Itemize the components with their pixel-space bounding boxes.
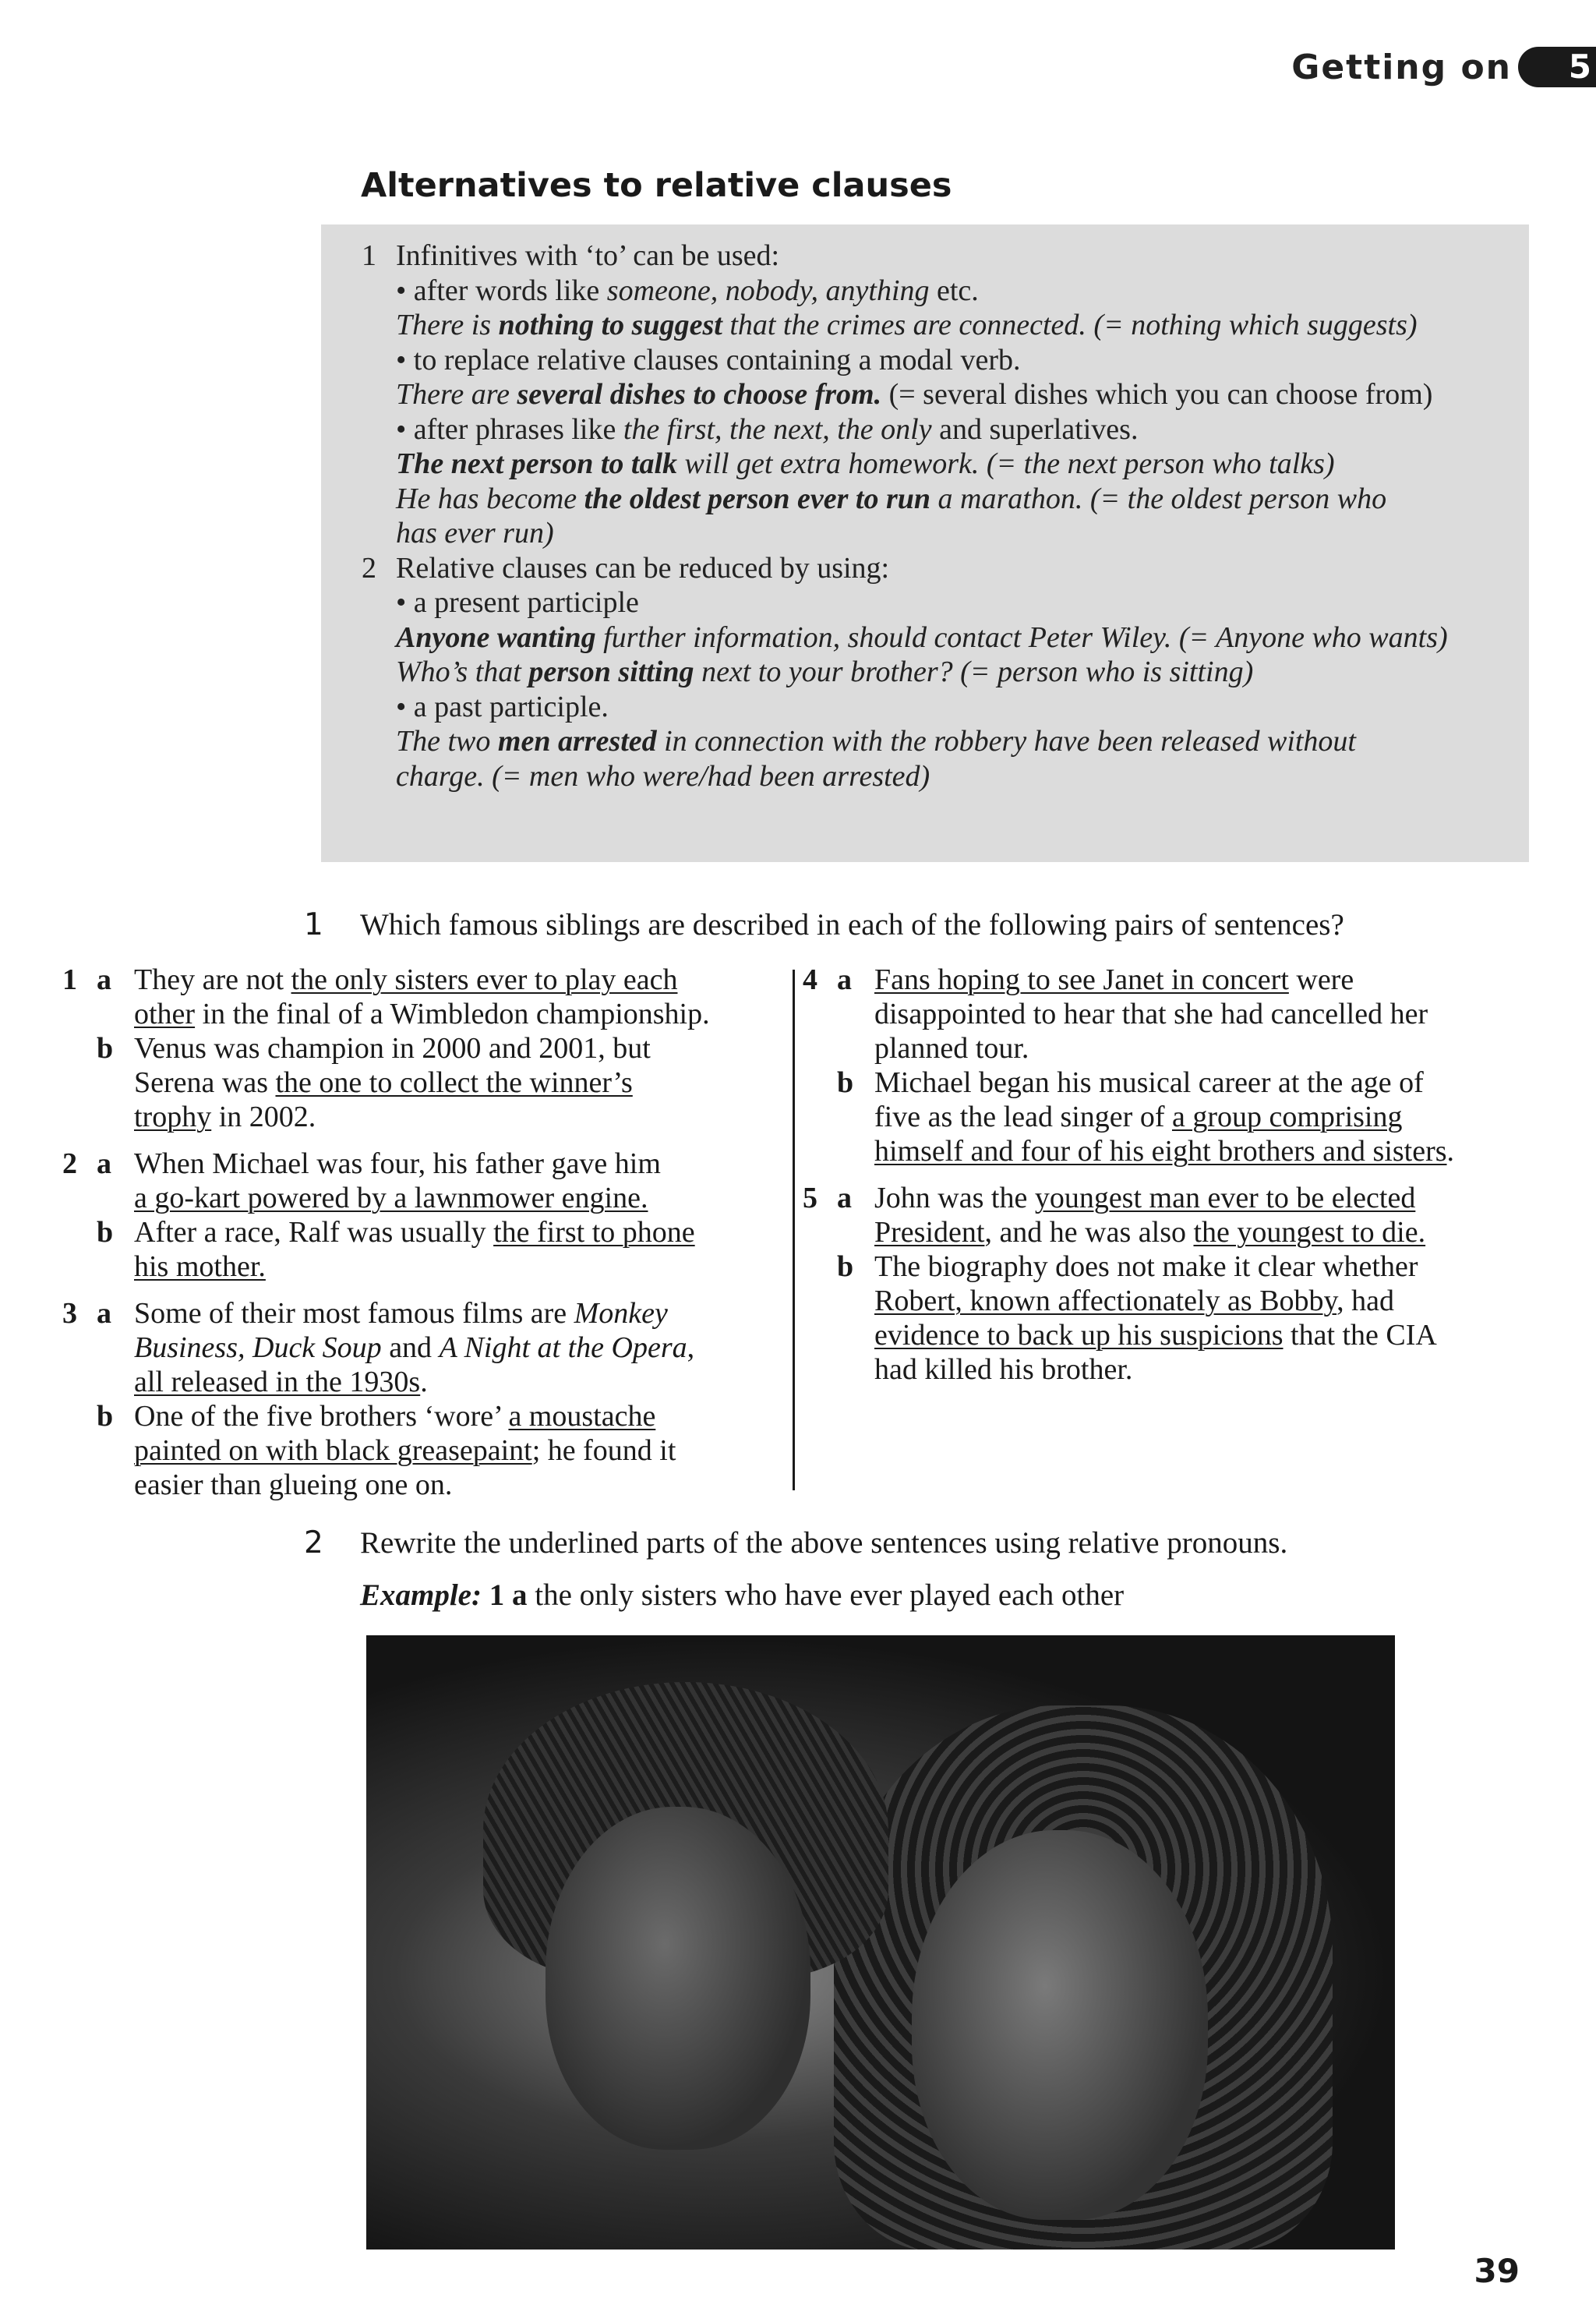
left-column (62, 963, 779, 1502)
list-item: b After a race, Ralf was usually the first to phone his mother. (97, 1216, 695, 1283)
list-item: 4 a Fans hoping to see Janet in concert were disappointed to hear that she had cancelled her planned tour. (803, 963, 1428, 1065)
list-item: 5 a John was the youngest man ever to be elected President, and he was also the youngest to die. (803, 1182, 1426, 1249)
grammar-example: Anyone wanting further information, should contact Peter Wiley. (= Anyone who wants) (396, 620, 1448, 654)
grammar-bullet: • a past participle. (396, 690, 609, 723)
photo-shape (912, 1830, 1208, 2220)
grammar-example: He has become the oldest person ever to run a marathon. (= the oldest person who (396, 482, 1387, 515)
list-item: 3 a Some of their most famous films are Monkey Business, Duck Soup and A Night at the Opera, all released in the 1930s. (62, 1297, 695, 1398)
exercise-2-example: Example: 1 a the only sisters who have ever played each other (360, 1578, 1125, 1612)
grammar-example: Who’s that person sitting next to your brother? (= person who is sitting) (396, 656, 1254, 688)
grammar-point-2: 2 Relative clauses can be reduced by using: (362, 551, 890, 585)
right-column (803, 963, 1535, 1387)
list-item: 1 a They are not the only sisters ever to play each other in the final of a Wimbledon championship. (62, 963, 710, 1030)
grammar-bullet: • after phrases like the first, the next, the only and superlatives. (396, 412, 1139, 446)
grammar-example: The two men arrested in connection with the robbery have been released without (396, 725, 1356, 758)
exercise-1-instruction: 1 Which famous siblings are described in each of the following pairs of sentences? (304, 907, 1344, 942)
photo-sisters (366, 1635, 1395, 2250)
list-item: b One of the five brothers ‘wore’ a moustache painted on with black greasepaint; he found it easier than glueing one on. (97, 1400, 676, 1501)
chapter-title: Getting on (1291, 48, 1512, 87)
grammar-example: has ever run) (396, 517, 554, 550)
list-item: b Michael began his musical career at the age of five as the lead singer of a group comprising himself and four of his eight brothers and sisters. (837, 1066, 1455, 1168)
unit-number-tab: 5 (1518, 47, 1596, 87)
grammar-bullet: • after words like someone, nobody, anything etc. (396, 274, 979, 307)
grammar-bullet: • to replace relative clauses containing a modal verb. (396, 343, 1021, 376)
grammar-example: The next person to talk will get extra homework. (= the next person who talks) (396, 447, 1335, 480)
list-item: b Venus was champion in 2000 and 2001, but Serena was the one to collect the winner’s trophy in 2002. (97, 1032, 651, 1133)
list-item: b The biography does not make it clear whether Robert, known affectionately as Bobby, had evidence to back up his suspicions that the CIA had killed his brother. (837, 1250, 1437, 1386)
exercise-2-instruction: 2 Rewrite the underlined parts of the above sentences using relative pronouns. (304, 1525, 1288, 1560)
grammar-example: charge. (= men who were/had been arrested) (396, 759, 930, 793)
grammar-point-1: 1 Infinitives with ‘to’ can be used: (362, 239, 780, 272)
grammar-bullet: • a present participle (396, 586, 639, 619)
photo-shape (546, 1807, 810, 2150)
grammar-example: There is nothing to suggest that the crimes are connected. (= nothing which suggests) (396, 309, 1418, 341)
list-item: 2 a When Michael was four, his father gave him a go-kart powered by a lawnmower engine. (62, 1147, 661, 1214)
page-number: 39 (1474, 2252, 1520, 2290)
column-divider (793, 970, 795, 1490)
section-title: Alternatives to relative clauses (361, 166, 952, 205)
grammar-box (321, 224, 1529, 862)
grammar-example: There are several dishes to choose from. (= several dishes which you can choose from) (396, 378, 1433, 411)
